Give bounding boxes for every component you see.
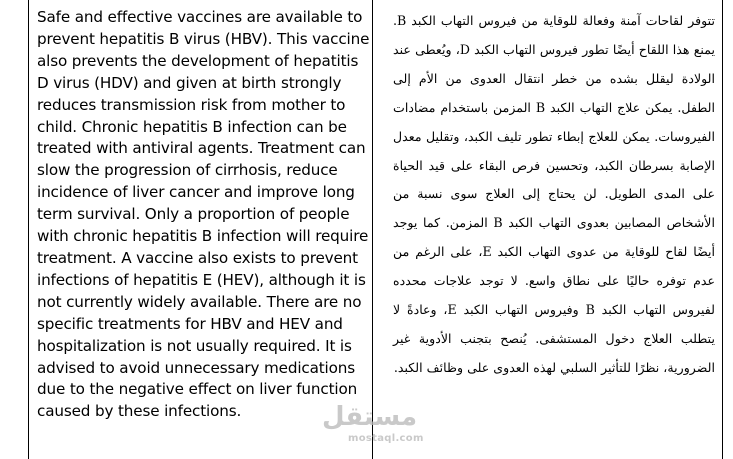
watermark-logo-text: مستقل bbox=[322, 402, 418, 432]
column-divider bbox=[372, 0, 373, 459]
arabic-paragraph: تتوفر لقاحات آمنة وفعالة للوقاية من فيروس التهاب الكبد B. يمنع هذا اللقاح أيضًا تطور فيروس التهاب الكبد D، ويُعطى عند الولادة ليقلل بشده من خطر انتقال العدوى من الأم إلى الطفل. يمكن علاج التهاب الكبد B المزمن باستخدام مضادات الفيروسات. يمكن للعلاج إبطاء تطور تليف الكبد، وتقليل معدل الإصابة بسرطان الكبد، وتحسين فرص البقاء على قيد الحياة على المدى الطويل. لن يحتاج إلى العلاج سوى نسبة من الأشخاص المصابين بعدوى التهاب الكبد B المزمن. كما يوجد أيضًا لقاح للوقاية من عدوى التهاب الكبد E، على الرغم من عدم توفره حاليًا على نطاق واسع. لا توجد علاجات محدده لفيروس التهاب الكبد B وفيروس التهاب الكبد E، وعادةً لا يتطلب العلاج دخول المستشفى. يُنصح بتجنب الأدوية غير الضرورية، نظرًا للتأثير السلبي لهذه العدوى على وظائف الكبد. bbox=[393, 13, 715, 375]
english-paragraph: Safe and effective vaccines are available to prevent hepatitis B virus (HBV). This vaccine also prevents the development of hepatitis D virus (HDV) and given at birth strongly reduces transmission risk from mother to child. Chronic hepatitis B infection can be treated with antiviral agents. Treatment can slow the progression of cirrhosis, reduce incidence of liver cancer and improve long term survival. Only a proportion of people with chronic hepatitis B infection will require treatment. A vaccine also exists to prevent infections of hepatitis E (HEV), although it is not currently widely available. There are no specific treatments for HBV and HEV and hospitalization is not usually required. It is advised to avoid unnecessary medications due to the negative effect on liver function caused by these infections. bbox=[37, 8, 370, 421]
watermark-url: mostaql.com bbox=[348, 433, 424, 444]
